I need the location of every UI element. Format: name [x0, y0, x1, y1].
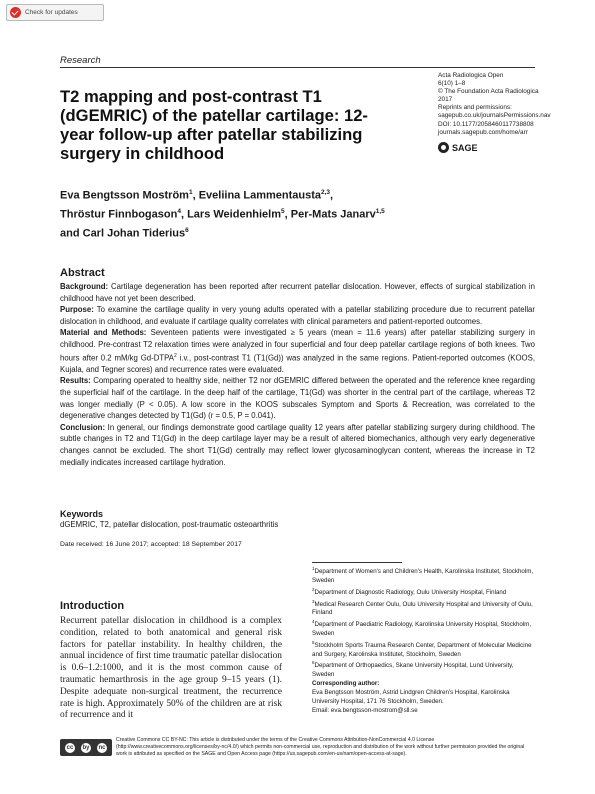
journal-line: 2017	[438, 96, 453, 104]
introduction-heading: Introduction	[60, 600, 125, 612]
sage-icon	[438, 142, 449, 153]
affiliation-item: $^2$Department of Diagnostic Radiology, Oulu University Hospital, Finland	[312, 586, 507, 596]
check-for-updates-label: Check for updates	[25, 9, 78, 16]
license-text: Creative Commons CC BY-NC: This article is distributed under the terms of the Creative Commons Attribution-NonCommercial 4.0 License (http://www.creativecommons.org/licenses/by-nc/4.0/) which permits non-commercial use, reproduction and distribution of the work without further permission provided the original work is attributed as specified on the SAGE and Open Access page (https://us.sagepub.com/en-us/nam/open-access-at-sage).	[116, 737, 525, 757]
cc-by-nc-icon[interactable]	[60, 739, 112, 756]
abstract-methods: Material and Methods: Seventeen patients were investigated ≥ 5 years (mean = 11.6 years) after patellar stabilizing surgery in childhood. Pre-contrast T2 relaxation times were analyzed in four superficial and four deep patellar cartilage regions of both knees. Two hours after 0.2 mM/kg Gd-DTPA$^2$ i.v., post-contrast T1 (T1(Gd)) was analyzed in the same regions. Patient-reported outcomes (KOOS, Kujala, and Tegner scores) and recurrence rates were evaluated.	[60, 328, 535, 374]
corresponding-text: Eva Bengtsson Moström, Astrid Lindgren Children's Hospital, Karolinska University Hospital, 171 76 Stockholm, Sweden.	[312, 688, 510, 705]
abstract-conclusion: Conclusion: In general, our findings demonstrate good cartilage quality 12 years after patellar stabilizing surgery during childhood. The subtle changes in T2 and T1(Gd) in the deep cartilage layer may be a result of altered biomechanics, although very early degenerative changes cannot be excluded. The short T1(Gd) centrally may reflect lower glycosaminoglycan content, whereas the increase in T2 medially indicates increased cartilage hydration.	[60, 422, 535, 467]
by-icon: by	[82, 744, 90, 751]
affiliation-item: $^6$Department of Orthopaedics, Skane University Hospital, Lund University, Sweden	[312, 660, 514, 679]
journal-line: 6(10) 1–8	[438, 80, 466, 88]
journal-line[interactable]: journals.sagepub.com/home/arr	[438, 128, 528, 136]
affiliation-item: $^5$Stockholm Sports Trauma Research Center, Department of Molecular Medicine and Surgery, Karolinska Institutet, Stockholm, Sweden	[312, 639, 532, 658]
dates-received: Date received: 16 June 2017; accepted: 18 September 2017	[60, 541, 242, 548]
author-name: Eveliina Lammentausta	[198, 189, 321, 202]
abstract-label: Conclusion:	[60, 422, 106, 432]
abstract-results: Results: Comparing operated to healthy side, neither T2 nor dGEMRIC differed between the operated and the reference knee regarding the superficial half of the cartilage. In the deep half of the cartilage, T1(Gd) was shorter in the central part of the cartilage, whereas T2 was longer medially (P < 0.05). A low score in the KOOS subscales Symptom and Sports & Recreation, was correlated to the degenerative changes detected by T1(Gd) (r = 0.5, P = 0.041).	[60, 376, 535, 421]
keywords-heading: Keywords	[60, 509, 104, 519]
author-name: Thröstur Finnbogason	[60, 208, 178, 221]
nc-icon: nc	[98, 744, 106, 751]
author-name: Carl Johan Tiderius	[82, 227, 186, 240]
introduction-text: Recurrent patellar dislocation in childhood is a complex condition, related to both anatomical and general risk factors for patellar instability. In healthy children, the annual incidence of first time traumatic patellar dislocation is 0.6–1.2:1000, and it is the most common cause of traumatic hemarthrosis in the age group 9–15 years (1). Despite adequate non-surgical treatment, the recurrence rate is high. Approximately 50% of the children are at risk of recurrence and it	[60, 616, 282, 721]
journal-line: Reprints and permissions:	[438, 104, 512, 112]
journal-line: © The Foundation Acta Radiologica	[438, 88, 539, 96]
author-name: Lars Weidenhielm	[187, 208, 282, 221]
article-title: T2 mapping and post-contrast T1 (dGEMRIC) of the patellar cartilage: 12-year follow-up after patellar stabilizing surgery in childhood	[60, 87, 368, 163]
corresponding-email[interactable]: Email: eva.bengtsson-mostrom@sll.se	[312, 706, 418, 714]
journal-line[interactable]: sagepub.co.uk/journalsPermissions.nav	[438, 112, 551, 120]
affiliation-item: $^1$Department of Women's and Children's Health, Karolinska Institutet, Stockholm, Sweden	[312, 566, 534, 584]
abstract-label: Purpose:	[60, 305, 94, 315]
author-list: Eva Bengtsson Moström$^1$, Eveliina Lammentausta$^{2,3}$, Thröstur Finnbogason$^4$, Lars Weidenhielm$^5$, Per-Mats Janarv$^{1,5}$ and Carl Johan Tiderius$^6$	[60, 189, 385, 240]
publisher-logo	[438, 142, 478, 153]
affiliations	[312, 565, 537, 715]
author-sup: 2,3	[321, 189, 331, 196]
journal-line: Acta Radiologica Open	[438, 72, 504, 79]
abstract-purpose: Purpose: To examine the cartilage quality in very young adults operated with a patellar stabilizing procedure due to recurrent patellar dislocation in childhood, and evaluate if cartilage quality correlates with clinical parameters and patient-reported outcomes.	[60, 305, 535, 326]
author-sup: 1	[188, 189, 193, 196]
check-icon	[10, 7, 21, 18]
abstract-heading: Abstract	[60, 267, 105, 279]
abstract-background: Background: Cartilage degeneration has been reported after recurrent patellar dislocation. However, effects of surgical stabilization in childhood have not yet been described.	[60, 282, 535, 303]
journal-info	[438, 72, 558, 137]
section-label: Research	[60, 55, 101, 66]
author-sup: 1,5	[375, 208, 385, 216]
abstract-label: Material and Methods:	[60, 328, 147, 338]
affiliation-item: $^3$Medical Research Center Oulu, Oulu University Hospital and University of Oulu, Finland	[312, 598, 533, 617]
header-rule	[60, 67, 535, 68]
publisher-name: SAGE	[452, 142, 478, 153]
author-name: Eva Bengtsson Moström	[60, 189, 189, 202]
author-name: Per-Mats Janarv	[290, 208, 376, 221]
affiliation-rule	[312, 562, 402, 563]
author-sup: 6	[185, 227, 189, 235]
author-sup: 4	[177, 208, 181, 216]
check-for-updates-badge[interactable]	[6, 4, 104, 21]
abstract-label: Results:	[60, 376, 91, 386]
affiliation-item: $^4$Department of Paediatric Radiology, Karolinska University Hospital, Stockholm, Sweden	[312, 619, 532, 638]
corresponding-heading: Corresponding author:	[312, 680, 380, 688]
journal-line[interactable]: DOI: 10.1177/2058460117738808	[438, 120, 534, 128]
abstract-body	[60, 281, 535, 468]
license-footer	[60, 737, 535, 765]
cc-icon: cc	[66, 744, 74, 751]
abstract-label: Background:	[60, 282, 109, 291]
author-sup: 5	[281, 208, 285, 216]
keywords-text: dGEMRIC, T2, patellar dislocation, post-traumatic osteoarthritis	[60, 520, 279, 529]
